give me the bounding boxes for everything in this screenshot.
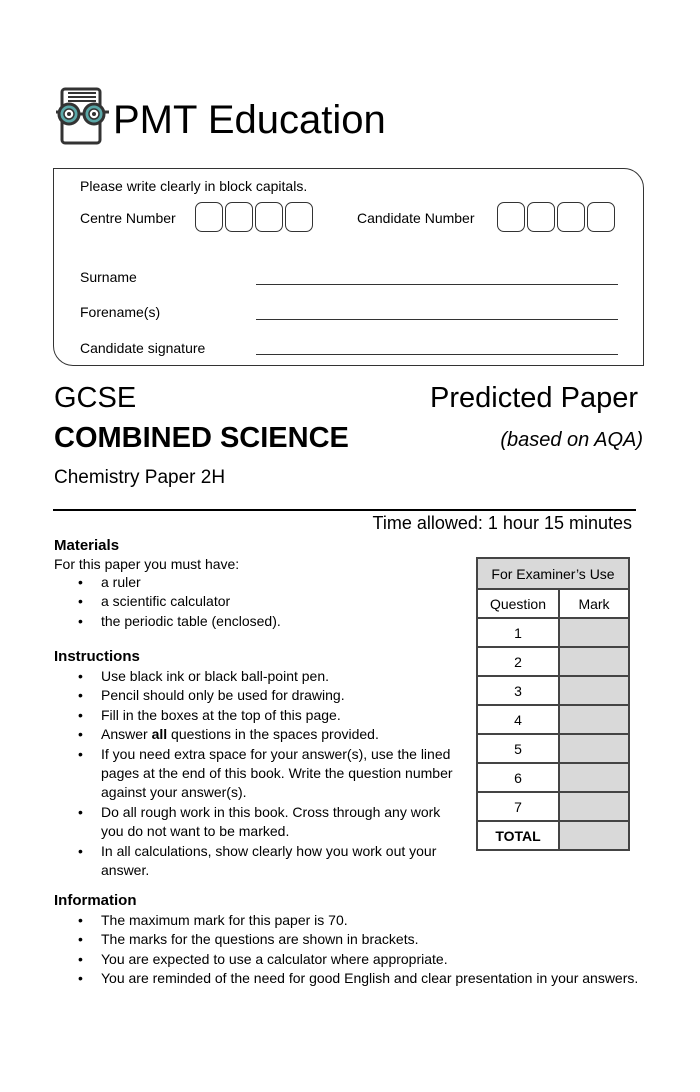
question-number: 6	[477, 763, 559, 792]
examiner-use-table	[476, 557, 630, 851]
candidate-digit-box[interactable]	[527, 202, 555, 232]
information-section	[54, 892, 674, 989]
qualification-level: GCSE	[54, 382, 137, 414]
centre-number-label: Centre Number	[80, 210, 176, 226]
question-number: 7	[477, 792, 559, 821]
pmt-logo-icon	[55, 87, 111, 147]
materials-item: • the periodic table (enclosed).	[54, 612, 454, 631]
mark-cell	[559, 676, 629, 705]
time-allowed: Time allowed: 1 hour 15 minutes	[372, 513, 632, 533]
question-number: 3	[477, 676, 559, 705]
instructions-section	[54, 648, 466, 880]
information-item: • The maximum mark for this paper is 70.	[54, 911, 674, 930]
materials-item: • a ruler	[54, 573, 454, 592]
signature-field-line[interactable]	[256, 354, 618, 355]
mark-cell	[559, 705, 629, 734]
candidate-number-label: Candidate Number	[357, 210, 475, 226]
mark-column-header: Mark	[559, 589, 629, 618]
candidate-digit-box[interactable]	[557, 202, 585, 232]
surname-field-line[interactable]	[256, 284, 618, 285]
forenames-label: Forename(s)	[80, 304, 161, 320]
instruction-item: • Answer all questions in the spaces provided.	[54, 725, 466, 744]
mark-cell	[559, 763, 629, 792]
question-number: 1	[477, 618, 559, 647]
information-heading: Information	[54, 892, 137, 909]
paper-type: Predicted Paper	[430, 382, 638, 414]
instruction-item: • Pencil should only be used for drawing.	[54, 686, 466, 705]
centre-number-boxes[interactable]	[195, 202, 315, 232]
instruction-item: • In all calculations, show clearly how you work out your answer.	[54, 842, 466, 881]
forenames-field-line[interactable]	[256, 319, 618, 320]
title-divider	[53, 509, 636, 511]
information-item: • You are expected to use a calculator where appropriate.	[54, 950, 674, 969]
candidate-digit-box[interactable]	[497, 202, 525, 232]
information-item: • You are reminded of the need for good English and clear presentation in your answers.	[54, 969, 674, 988]
centre-digit-box[interactable]	[225, 202, 253, 232]
materials-heading: Materials	[54, 537, 120, 554]
materials-item: • a scientific calculator	[54, 592, 454, 611]
centre-digit-box[interactable]	[195, 202, 223, 232]
total-mark-cell	[559, 821, 629, 850]
instructions-heading: Instructions	[54, 648, 140, 665]
exam-board: (based on AQA)	[500, 429, 643, 451]
candidate-details-box	[53, 168, 644, 366]
materials-intro: For this paper you must have:	[54, 556, 240, 572]
mark-cell	[559, 618, 629, 647]
question-number: 5	[477, 734, 559, 763]
instruction-item: • Use black ink or black ball-point pen.	[54, 667, 466, 686]
paper-name: Chemistry Paper 2H	[54, 467, 226, 488]
mark-cell	[559, 792, 629, 821]
question-number: 4	[477, 705, 559, 734]
candidate-digit-box[interactable]	[587, 202, 615, 232]
signature-label: Candidate signature	[80, 340, 206, 356]
centre-digit-box[interactable]	[255, 202, 283, 232]
instruction-item: • Fill in the boxes at the top of this page.	[54, 706, 466, 725]
subject-title: COMBINED SCIENCE	[54, 422, 349, 454]
instruction-item: • Do all rough work in this book. Cross through any work you do not want to be marked.	[54, 803, 466, 842]
information-item: • The marks for the questions are shown in brackets.	[54, 930, 674, 949]
mark-cell	[559, 734, 629, 763]
mark-cell	[559, 647, 629, 676]
brand-name: PMT Education	[113, 98, 386, 142]
question-number: 2	[477, 647, 559, 676]
instruction-item: • If you need extra space for your answer(s), use the lined pages at the end of this book. Write the question number against your answer(s).	[54, 745, 466, 803]
centre-digit-box[interactable]	[285, 202, 313, 232]
surname-label: Surname	[80, 269, 137, 285]
candidate-number-boxes[interactable]	[497, 202, 617, 232]
block-capitals-instruction: Please write clearly in block capitals.	[80, 178, 308, 194]
materials-section	[54, 537, 454, 631]
question-column-header: Question	[477, 589, 559, 618]
total-label: TOTAL	[477, 821, 559, 850]
examiner-table-header: For Examiner’s Use	[477, 558, 629, 589]
